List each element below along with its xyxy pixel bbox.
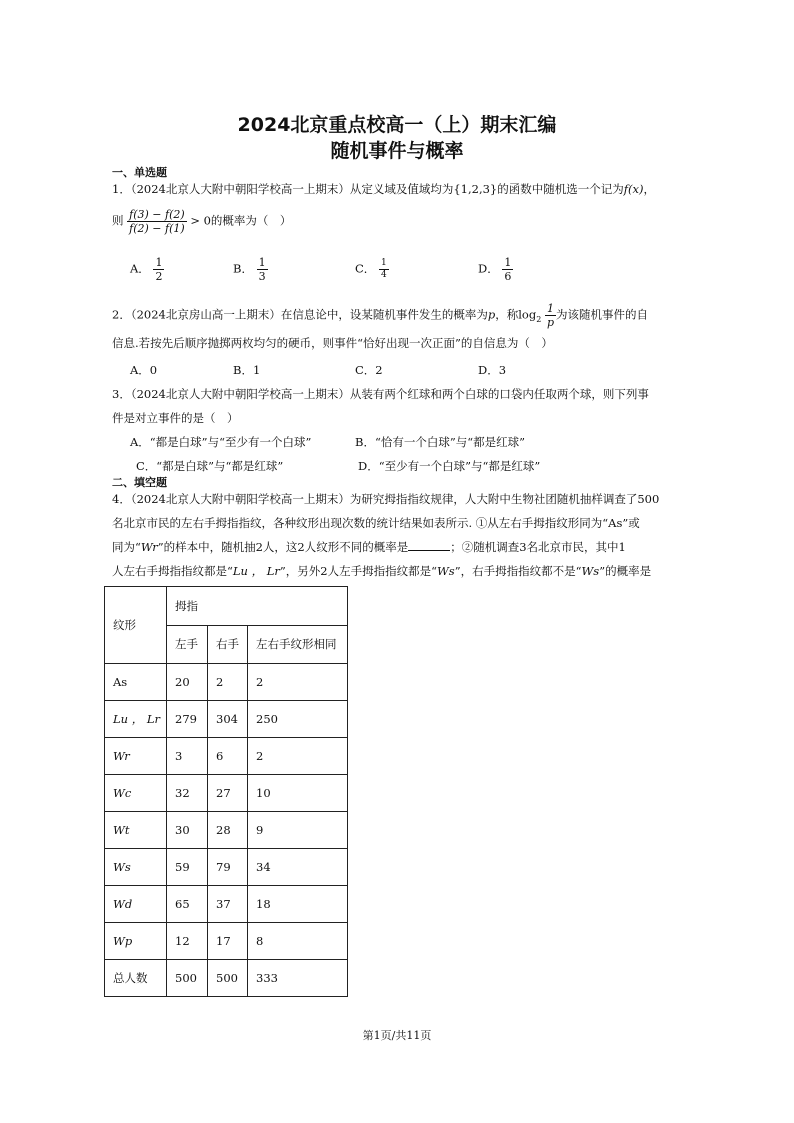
q4-ws: Ws [436, 564, 455, 578]
option-label: D． [478, 261, 499, 276]
row-right: 2 [208, 664, 248, 701]
option-label: B． [233, 261, 253, 276]
row-right: 6 [208, 738, 248, 775]
row-name: Wd [105, 886, 167, 923]
q1-text-d: > 0的概率为（ ） [190, 213, 292, 228]
table-row [105, 701, 348, 738]
row-right: 27 [208, 775, 248, 812]
fingerprint-table [104, 586, 348, 997]
table-row [105, 664, 348, 701]
row-right: 304 [208, 701, 248, 738]
row-left: 500 [167, 960, 208, 997]
option-fraction [257, 256, 268, 283]
table-row [105, 738, 348, 775]
document-subtitle: 随机事件与概率 [330, 140, 464, 162]
q1-option-b [233, 256, 268, 283]
header-left-hand: 左手 [167, 625, 208, 664]
q4-text-c: ；②随机调查3名北京市民，其中1 [450, 540, 626, 554]
q2-option-a: A．0 [130, 363, 158, 377]
row-name: 总人数 [105, 960, 167, 997]
section-single-choice: 一、单选题 [112, 166, 167, 179]
q1-option-c [355, 258, 389, 281]
option-fraction [379, 258, 389, 281]
q3-option-c: C．“都是白球”与“都是红球” [136, 459, 284, 473]
row-left: 3 [167, 738, 208, 775]
header-right-hand: 右手 [208, 625, 248, 664]
q2-fraction-numerator: 1 [545, 302, 556, 316]
header-same-pattern: 左右手纹形相同 [248, 625, 348, 664]
q2-text-c: 为该随机事件的自 [555, 307, 648, 322]
row-right: 28 [208, 812, 248, 849]
q4-line1: 4．（2024北京人大附中朝阳学校高一上期末）为研究拇指指纹规律，人大附中生物社团随机抽样调查了500 [112, 492, 660, 506]
q1-text-b: 的函数中随机选一个记为 [497, 182, 624, 196]
option-fraction [153, 256, 164, 283]
row-right: 17 [208, 923, 248, 960]
q1-fx: f(x) [623, 182, 644, 196]
row-left: 12 [167, 923, 208, 960]
q3-option-d: D．“至少有一个白球”与“都是红球” [358, 459, 541, 473]
q1-comma: ， [643, 182, 655, 196]
row-same: 2 [248, 664, 348, 701]
option-numerator: 1 [258, 256, 266, 269]
row-name: Wt [105, 812, 167, 849]
q2-option-b: B．1 [233, 363, 261, 377]
answer-blank [408, 539, 450, 551]
option-label: C． [355, 261, 376, 276]
q2-log: log [518, 307, 537, 322]
row-same: 18 [248, 886, 348, 923]
table-header-row [105, 587, 348, 626]
q2-option-c: C．2 [355, 363, 383, 377]
table-row [105, 775, 348, 812]
row-left: 32 [167, 775, 208, 812]
row-same: 34 [248, 849, 348, 886]
row-left: 30 [167, 812, 208, 849]
q4-text-g: ”的概率是 [599, 564, 652, 578]
q1-text-a: 1．（2024北京人大附中朝阳学校高一上期末）从定义域及值域均为 [112, 182, 454, 196]
option-label: A． [130, 261, 150, 276]
table-row [105, 923, 348, 960]
q4-ws-2: Ws [581, 564, 600, 578]
option-denominator: 6 [504, 270, 512, 283]
row-right: 79 [208, 849, 248, 886]
row-left: 65 [167, 886, 208, 923]
q1-set: {1,2,3} [453, 182, 498, 196]
option-denominator: 3 [258, 270, 266, 283]
q1-line1 [112, 181, 655, 197]
row-name: Wr [105, 738, 167, 775]
table-row [105, 849, 348, 886]
option-denominator: 4 [380, 270, 387, 280]
q4-text-b: ”的样本中，随机抽2人，这2人纹形不同的概率是 [157, 540, 409, 554]
row-name: As [105, 664, 167, 701]
q2-option-d: D．3 [478, 363, 507, 377]
q2-text-b: ，称 [495, 307, 519, 322]
table-row [105, 886, 348, 923]
option-numerator: 1 [380, 258, 387, 268]
option-numerator: 1 [155, 256, 163, 269]
header-thumb: 拇指 [167, 587, 348, 626]
document-title: 2024北京重点校高一（上）期末汇编 [237, 114, 557, 136]
option-fraction [502, 256, 513, 283]
q3-line2: 件是对立事件的是（ ） [112, 411, 239, 425]
q1-option-a [130, 256, 164, 283]
row-same: 2 [248, 738, 348, 775]
row-same: 250 [248, 701, 348, 738]
q4-line4 [112, 563, 651, 579]
q3-option-b: B．“恰有一个白球”与“都是红球” [355, 435, 525, 449]
option-numerator: 1 [504, 256, 512, 269]
q2-line1 [112, 302, 648, 329]
table-row [105, 812, 348, 849]
q2-p: p [487, 307, 496, 322]
q1-fraction-denominator: f(2) − f(1) [129, 222, 185, 235]
q3-option-a: A．“都是白球”与“至少有一个白球” [130, 435, 312, 449]
q1-line2 [112, 208, 291, 235]
q2-text-a: 2．（2024北京房山高一上期末）在信息论中，设某随机事件发生的概率为 [112, 307, 488, 322]
q1-text-c: 则 [112, 213, 124, 228]
q1-fraction-numerator: f(3) − f(2) [129, 208, 185, 221]
row-name: Lu ， Lr [105, 701, 167, 738]
q4-text-a: 同为“ [112, 540, 141, 554]
row-same: 10 [248, 775, 348, 812]
q2-fraction-denominator: p [546, 316, 554, 329]
row-left: 20 [167, 664, 208, 701]
table-row-total [105, 960, 348, 997]
q1-fraction [127, 208, 187, 235]
row-left: 59 [167, 849, 208, 886]
q2-line2: 信息.若按先后顺序抛掷两枚均匀的硬币，则事件“恰好出现一次正面”的自信息为（ ） [112, 336, 553, 350]
q4-lu-lr: Lu ， Lr [232, 564, 280, 578]
option-denominator: 2 [155, 270, 163, 283]
q3-line1: 3．（2024北京人大附中朝阳学校高一上期末）从装有两个红球和两个白球的口袋内任取两个球，则下列事 [112, 387, 649, 401]
row-right: 37 [208, 886, 248, 923]
q4-text-e: ”，另外2人左手拇指指纹都是“ [279, 564, 437, 578]
q1-option-d [478, 256, 513, 283]
q4-line2: 名北京市民的左右手拇指指纹，各种纹形出现次数的统计结果如表所示. ①从左右手拇指纹形同为“As”或 [112, 516, 640, 530]
row-right: 500 [208, 960, 248, 997]
row-same: 333 [248, 960, 348, 997]
row-same: 9 [248, 812, 348, 849]
page-number: 第1页/共11页 [362, 1029, 432, 1042]
row-name: Ws [105, 849, 167, 886]
row-name: Wp [105, 923, 167, 960]
row-name: Wc [105, 775, 167, 812]
row-same: 8 [248, 923, 348, 960]
section-fill-blank: 二、填空题 [112, 476, 167, 489]
q4-text-f: ”，右手拇指指纹都不是“ [454, 564, 582, 578]
q2-fraction [545, 302, 556, 329]
row-left: 279 [167, 701, 208, 738]
q4-wr: Wr [140, 540, 158, 554]
q4-line3 [112, 539, 626, 555]
q4-text-d: 人左右手拇指指纹都是“ [112, 564, 233, 578]
header-pattern: 纹形 [105, 587, 167, 664]
q2-log-base: 2 [536, 314, 542, 324]
